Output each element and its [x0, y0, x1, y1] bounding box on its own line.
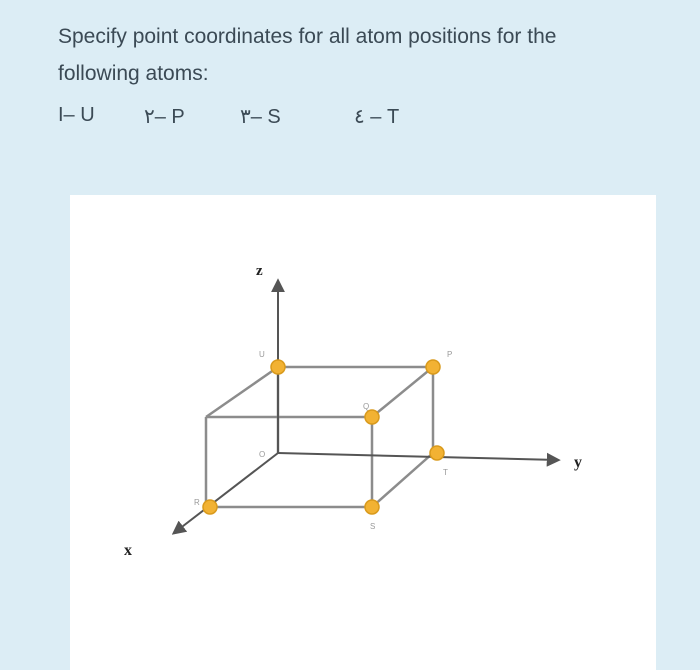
axis-label-x: x	[124, 542, 132, 559]
atom-U	[271, 360, 285, 374]
atom-P	[426, 360, 440, 374]
atom-Q	[365, 410, 379, 424]
x-axis	[174, 453, 278, 533]
diagram-card	[70, 195, 656, 670]
atom-S	[365, 500, 379, 514]
edge-depth-top-right	[372, 367, 433, 417]
edge-depth-bottom-right	[372, 453, 433, 507]
question-line-2: following atoms:	[58, 62, 209, 85]
atom-item-2: ٢– P	[144, 106, 185, 128]
unit-cell-diagram	[70, 195, 656, 670]
axis-label-y: y	[574, 454, 582, 471]
atom-R	[203, 500, 217, 514]
point-label-P: P	[447, 350, 453, 359]
question-line-1: Specify point coordinates for all atom positions for the	[58, 25, 557, 48]
atom-item-3: ٣– S	[240, 106, 281, 128]
y-axis	[278, 453, 558, 460]
cube-edges	[206, 367, 433, 507]
point-label-T: T	[443, 468, 448, 477]
atom-item-4: ٤ – T	[354, 106, 400, 128]
atom-item-1: I– U	[58, 104, 95, 126]
axis-label-z: z	[256, 263, 263, 279]
atoms	[203, 360, 444, 514]
question-text	[58, 18, 658, 92]
point-label-S: S	[370, 522, 376, 531]
point-label-Q: Q	[363, 402, 370, 411]
edge-depth-top-left	[206, 367, 278, 417]
point-label-R: R	[194, 498, 200, 507]
atom-T	[430, 446, 444, 460]
point-label-O: O	[259, 450, 266, 459]
point-label-U: U	[259, 350, 265, 359]
